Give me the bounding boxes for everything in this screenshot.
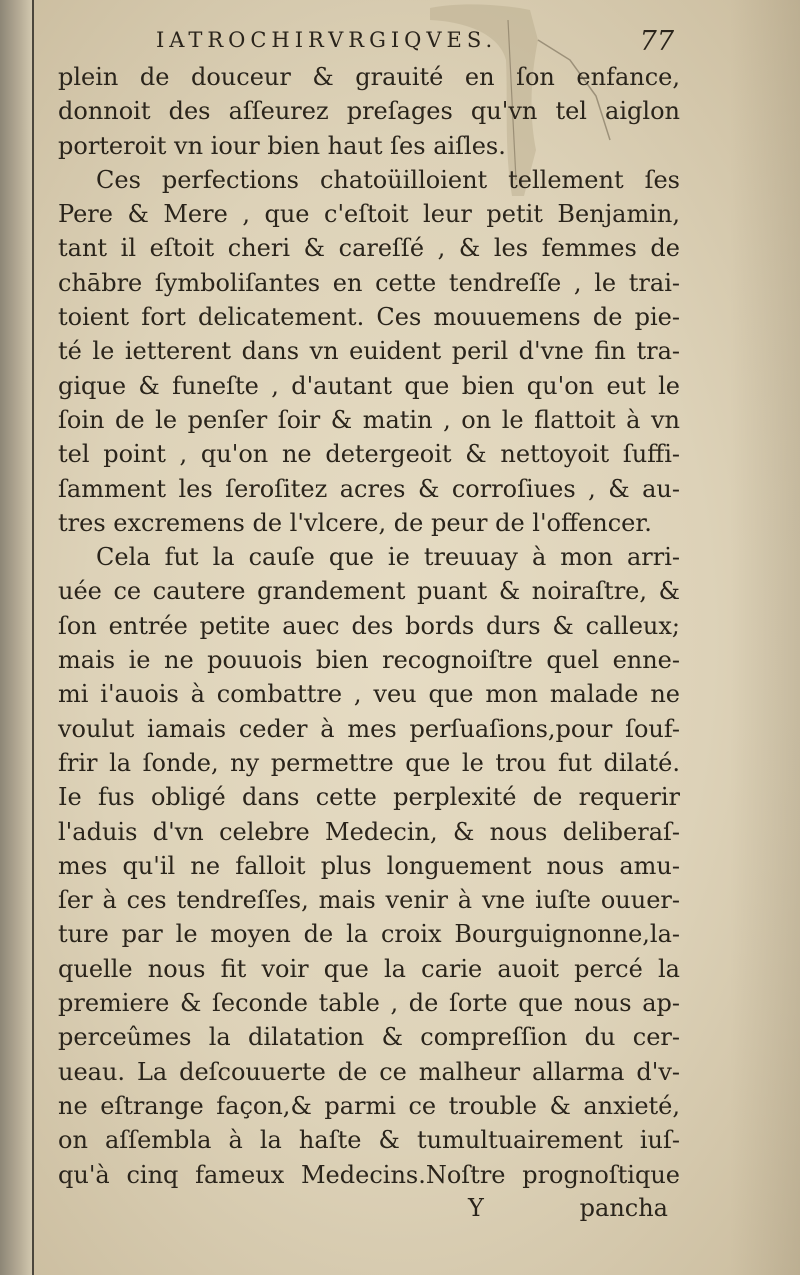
- text-line: frir la ſonde, ny permettre que le trou fut dilaté.: [58, 748, 680, 777]
- text-line: mais ie ne pouuois bien recognoiſtre quel enne-: [58, 646, 680, 675]
- text-line: mi i'auois à combattre , veu que mon malade ne: [58, 680, 680, 709]
- text-line: toient fort delicatement. Ces mouuemens de pie-: [58, 303, 680, 332]
- text-line: tres excremens de l'vlcere, de peur de l'offencer.: [58, 508, 652, 537]
- text-line: Ces perfections chatoüilloient tellement ſes: [96, 165, 680, 194]
- text-line: perceûmes la dilatation & compreſſion du cer-: [58, 1023, 680, 1052]
- binding-gutter: [0, 0, 34, 1275]
- binding-edge-line: [32, 0, 34, 1275]
- body-text: [58, 60, 680, 1192]
- text-line: voulut iamais ceder à mes perſuaſions,pour ſouf-: [58, 714, 680, 743]
- text-line: plein de douceur & grauité en ſon enfance,: [58, 63, 680, 91]
- text-line: ſamment les ſeroſitez acres & corroſiues , & au-: [58, 474, 680, 503]
- text-line: premiere & ſeconde table , de ſorte que nous ap-: [58, 989, 680, 1018]
- catchword: pancha: [579, 1193, 668, 1222]
- text-line: on aſſembla à la haſte & tumultuairement iuſ-: [58, 1126, 680, 1155]
- text-line: gique & funeſte , d'autant que bien qu'on eut le: [58, 371, 680, 400]
- text-line: ture par le moyen de la croix Bourguignonne,la-: [58, 920, 680, 949]
- catchword-line: [58, 1194, 680, 1230]
- text-line: té le ietterent dans vn euident peril d'vne fin tra-: [58, 337, 680, 366]
- text-line: quelle nous fit voir que la carie auoit percé la: [58, 954, 680, 983]
- signature-mark: Y: [468, 1193, 484, 1222]
- text-line: ſer à ces tendreſſes, mais venir à vne iuſte ouuer-: [58, 886, 680, 915]
- text-line: mes qu'il ne falloit plus longuement nous amu-: [58, 851, 680, 880]
- text-line: tel point , qu'on ne detergeoit & nettoyoit ſuffi-: [58, 440, 680, 469]
- text-line: Cela fut la cauſe que ie treuuay à mon arri-: [96, 543, 680, 572]
- text-line: ſon entrée petite auec des bords durs & calleux;: [58, 611, 680, 640]
- running-head: [58, 18, 680, 62]
- page-edge-shadow: [730, 0, 800, 1275]
- text-line: l'aduis d'vn celebre Medecin, & nous deliberaſ-: [58, 817, 680, 846]
- text-line: porteroit vn iour bien haut ſes aiſles.: [58, 131, 506, 160]
- book-page: [58, 18, 680, 1230]
- text-line: Ie fus obligé dans cette perplexité de requerir: [58, 783, 680, 812]
- text-line: tant il eſtoit cheri & careſſé , & les femmes de: [58, 234, 680, 263]
- page-number: 77: [639, 26, 674, 57]
- text-line: ſoin de le penſer ſoir & matin , on le flattoit à vn: [58, 405, 680, 434]
- text-line: qu'à cinq fameux Medecins.Noſtre prognoſtique: [58, 1160, 680, 1189]
- text-line: chābre ſymboliſantes en cette tendreſſe , le trai-: [58, 268, 680, 297]
- text-line: ueau. La deſcouuerte de ce malheur allarma d'v-: [58, 1057, 680, 1086]
- text-line: ne eſtrange façon,& parmi ce trouble & anxieté,: [58, 1091, 680, 1120]
- text-line: donnoit des aſſeurez preſages qu'vn tel aiglon: [58, 97, 680, 126]
- text-line: uée ce cautere grandement puant & noiraſtre, &: [58, 577, 680, 606]
- running-head-title: IATROCHIRVRGIQVES.: [156, 28, 498, 52]
- text-line: Pere & Mere , que c'eſtoit leur petit Benjamin,: [58, 200, 680, 229]
